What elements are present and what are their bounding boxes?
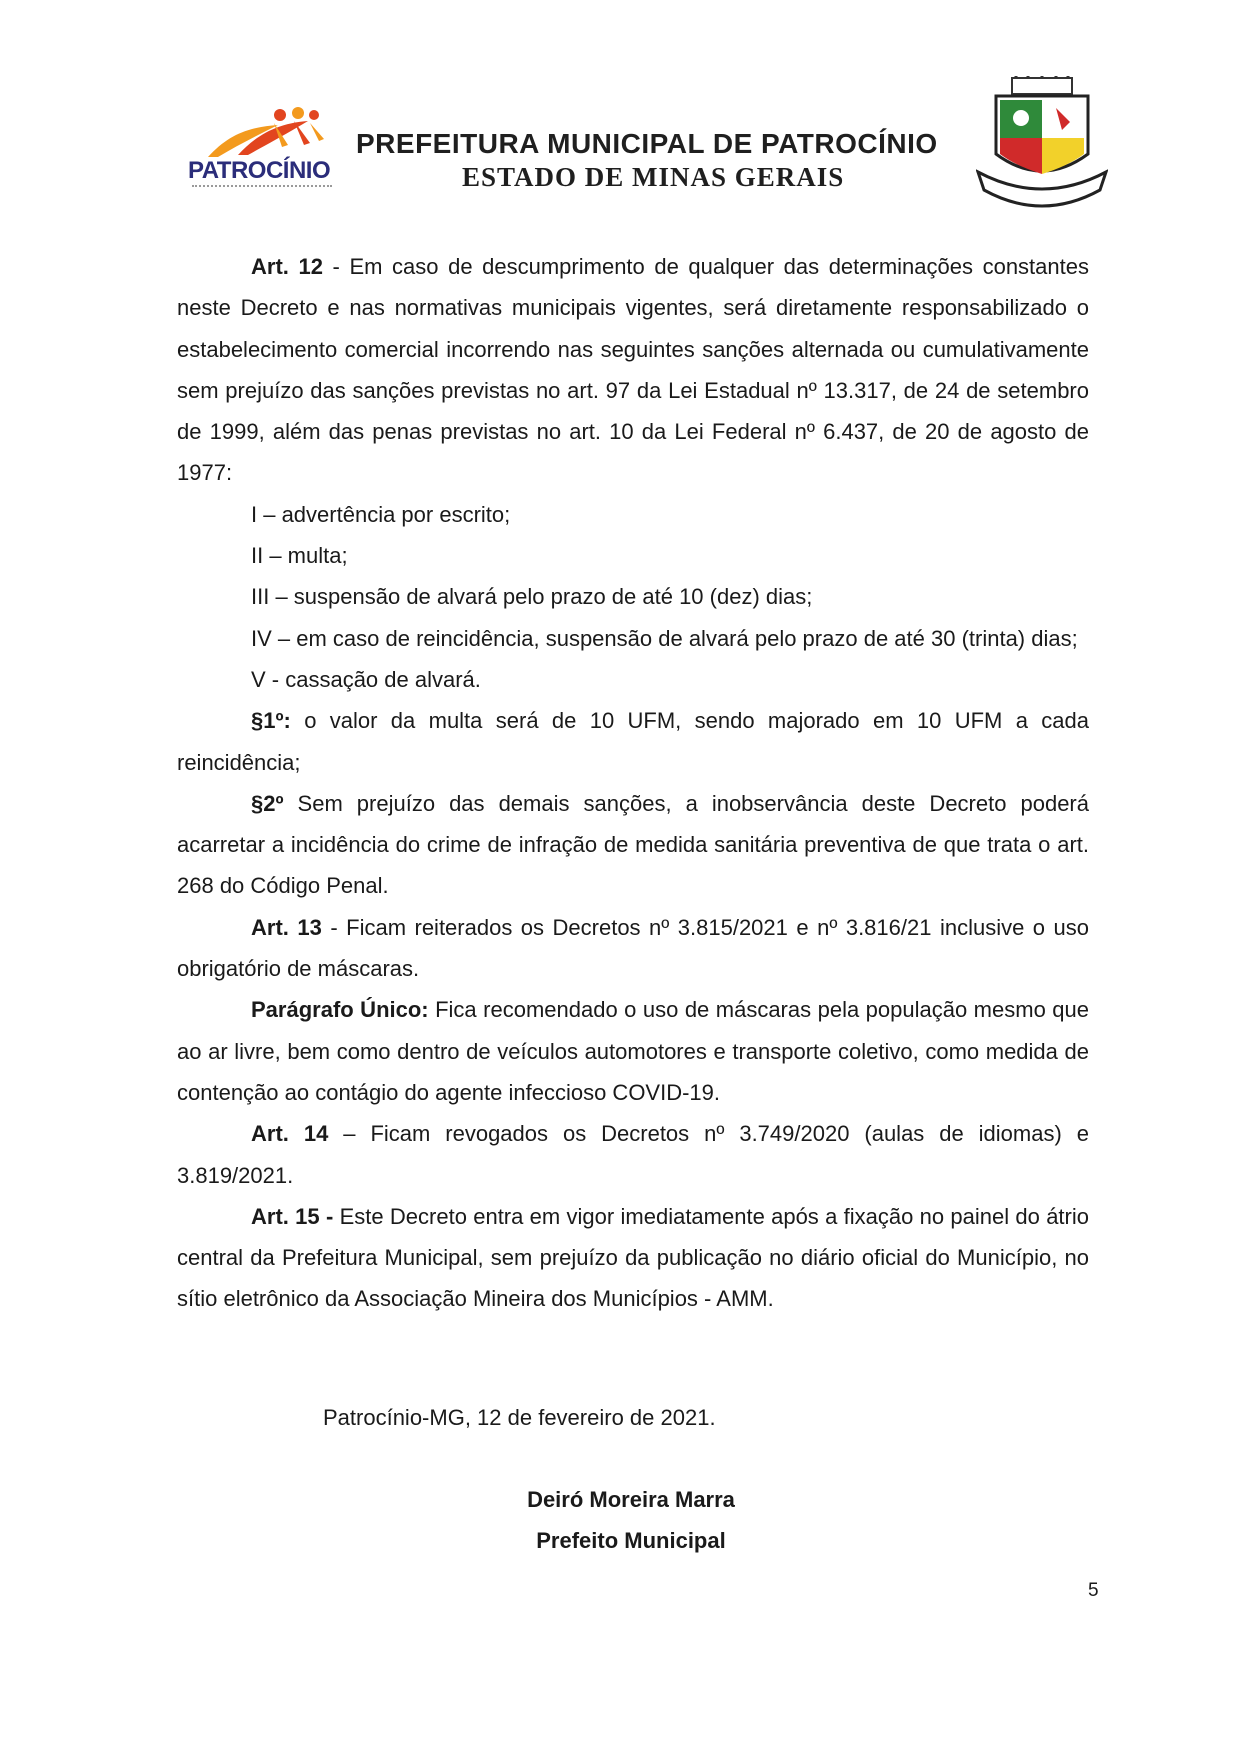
sole-paragraph [177, 989, 1089, 1113]
sanction-item-4: IV – em caso de reincidência, suspensão de alvará pelo prazo de até 30 (trinta) dias; [251, 625, 1078, 651]
signer-name: Deiró Moreira Marra [527, 1487, 735, 1512]
paragraph-1 [177, 700, 1089, 783]
paragraph-2-label: §2º [251, 790, 284, 816]
decree-body [177, 246, 1089, 1320]
signing-date: Patrocínio-MG, 12 de fevereiro de 2021. [323, 1405, 716, 1430]
article-15 [177, 1196, 1089, 1320]
paragraph-1-label: §1º: [251, 708, 291, 734]
page-number: 5 [1088, 1580, 1099, 1601]
header-subtitle: ESTADO DE MINAS GERAIS [462, 162, 845, 192]
sanction-item-5: V - cassação de alvará. [251, 666, 481, 692]
sole-paragraph-label: Parágrafo Único: [251, 997, 429, 1023]
paragraph-1-text: o valor da multa será de 10 UFM, sendo majorado em 10 UFM a cada reincidência; [177, 708, 1089, 775]
article-13 [177, 907, 1089, 990]
article-15-label: Art. 15 - [251, 1203, 334, 1229]
article-14-text: – Ficam revogados os Decretos nº 3.749/2020 (aulas de idiomas) e 3.819/2021. [177, 1121, 1089, 1188]
sanction-item-3: III – suspensão de alvará pelo prazo de até 10 (dez) dias; [251, 584, 813, 610]
article-12 [177, 246, 1089, 494]
paragraph-2-text: Sem prejuízo das demais sanções, a inobservância deste Decreto poderá acarretar a incidência do crime de infração de medida sanitária preventiva de que trata o art. 268 do Código Penal. [177, 790, 1089, 899]
sole-paragraph-text: Fica recomendado o uso de máscaras pela população mesmo que ao ar livre, bem como dentro de veículos automotores e transporte coletivo, como medida de contenção ao contágio do agente infeccioso COVID-19. [177, 997, 1089, 1105]
sanction-item-1: I – advertência por escrito; [251, 501, 511, 527]
article-14 [177, 1113, 1089, 1196]
article-15-text: Este Decreto entra em vigor imediatamente após a fixação no painel do átrio central da Prefeitura Municipal, sem prejuízo da publicação no diário oficial do Município, no sítio eletrônico da Associação Mineira dos Municípios - AMM. [177, 1203, 1089, 1312]
logo-text: PATROCÍNIO [188, 157, 331, 184]
running-figures-icon [188, 105, 338, 161]
header-title: PREFEITURA MUNICIPAL DE PATROCÍNIO [356, 128, 938, 159]
article-13-text: - Ficam reiterados os Decretos nº 3.815/2021 e nº 3.816/21 inclusive o uso obrigatório de máscaras. [177, 914, 1089, 982]
article-14-label: Art. 14 [251, 1121, 329, 1147]
logo-divider [192, 185, 332, 191]
sanction-item-2: II – multa; [251, 543, 348, 569]
coat-of-arms-icon [976, 76, 1108, 216]
city-logo [188, 105, 340, 195]
signer-role: Prefeito Municipal [536, 1528, 726, 1553]
municipal-crest [976, 76, 1108, 216]
document-header [0, 0, 1241, 230]
article-13-label: Art. 13 [251, 914, 322, 940]
article-12-text: - Em caso de descumprimento de qualquer das determinações constantes neste Decreto e nas normativas municipais vigentes, será diretamente responsabilizado o estabelecimento comercial incorrendo nas seguintes sanções alternada ou cumulativamente sem prejuízo das sanções previstas no art. 97 da Lei Estadual nº 13.317, de 24 de setembro de 1999, além das penas previstas no art. 10 da Lei Federal nº 6.437, de 20 de agosto de 1977: [177, 254, 1089, 486]
article-12-label: Art. 12 [251, 254, 323, 279]
paragraph-2 [177, 783, 1089, 907]
